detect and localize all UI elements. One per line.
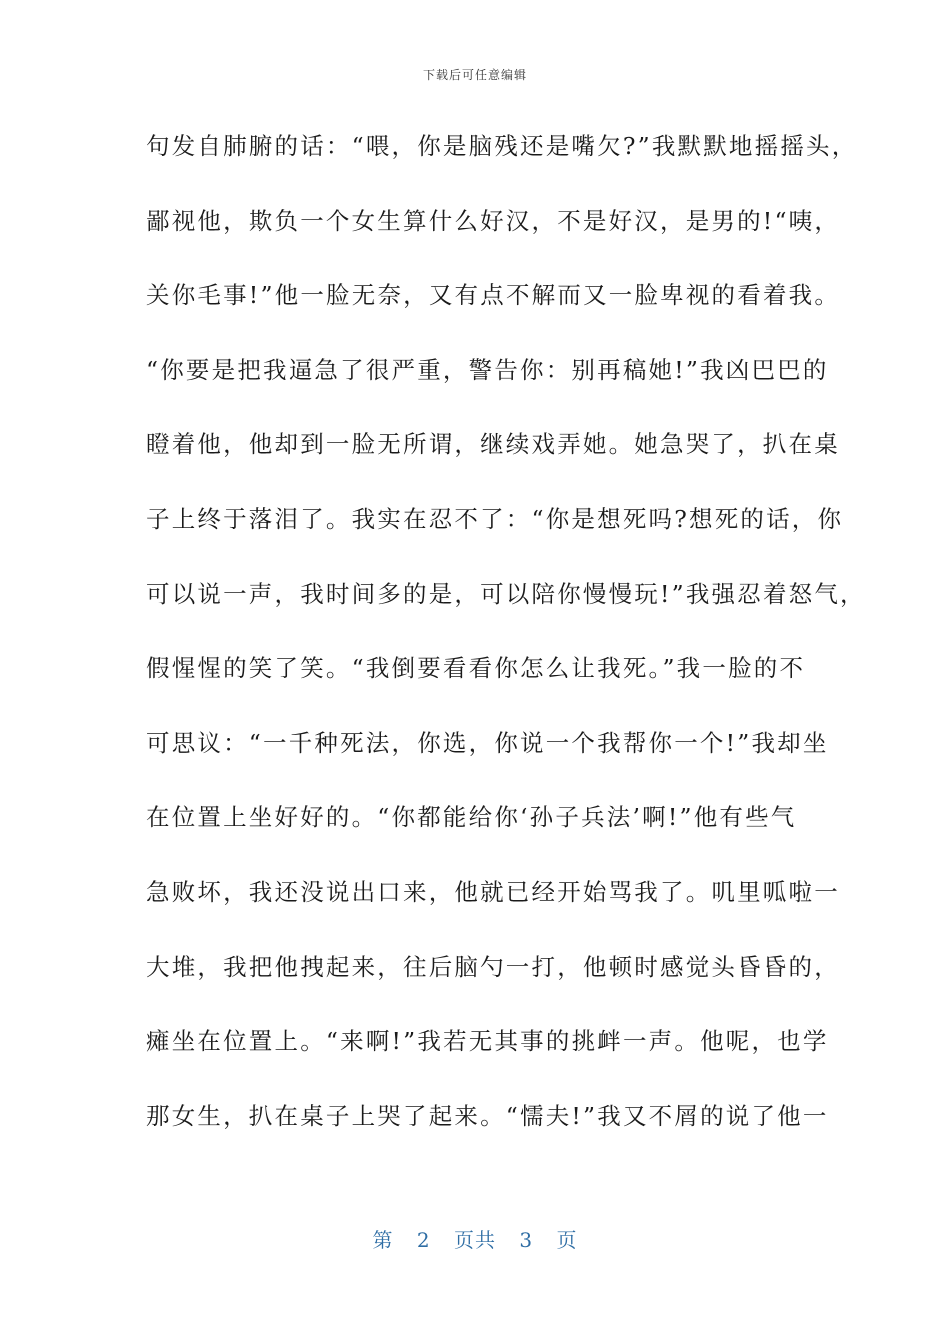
text-line-1: 句发自肺腑的话：“喂，你是脑残还是嘴欠?”我默默地摇摇头，	[146, 132, 858, 160]
text-line-4: “你要是把我逼急了很严重，警告你：别再稿她!”我凶巴巴的	[146, 355, 829, 384]
footer-label-total: 页共	[454, 1228, 496, 1252]
text-line-8: 假惺惺的笑了笑。“我倒要看看你怎么让我死。”我一脸的不	[146, 654, 806, 683]
text-line-7: 可以说一声，我时间多的是，可以陪你慢慢玩!”我强忍着怒气，	[146, 579, 866, 608]
page-header: 下载后可任意编辑	[422, 68, 527, 82]
text-line-13: 瘫坐在位置上。“来啊!”我若无其事的挑衅一声。他呢，也学	[146, 1027, 829, 1056]
footer-current-page: 2	[416, 1228, 431, 1252]
text-line-6: 子上终于落泪了。我实在忍不了：“你是想死吗?想死的话，你	[146, 504, 844, 533]
text-line-3: 关你毛事!”他一脸无奈，又有点不解而又一脸卑视的看着我。	[146, 281, 841, 310]
text-line-14: 那女生，扒在桌子上哭了起来。“懦夫!”我又不屑的说了他一	[146, 1101, 829, 1130]
text-line-12: 大堆，我把他拽起来，往后脑勺一打，他顿时感觉头昏昏的，	[146, 952, 840, 981]
footer-total-pages: 3	[519, 1228, 534, 1252]
text-line-2: 鄙视他，欺负一个女生算什么好汉，不是好汉，是男的!“咦，	[146, 206, 841, 235]
text-line-5: 瞪着他，他却到一脸无所谓，继续戏弄她。她急哭了，扒在桌	[146, 430, 840, 459]
document-body	[146, 126, 866, 1170]
text-line-11: 急败坏，我还没说出口来，他就已经开始骂我了。叽里呱啦一	[146, 877, 840, 906]
footer-label-end: 页	[556, 1228, 578, 1252]
text-line-9: 可思议：“一千种死法，你选，你说一个我帮你一个!”我却坐	[146, 728, 829, 757]
footer-label-page: 第	[372, 1228, 394, 1252]
page-footer	[0, 1224, 950, 1253]
text-line-10: 在位置上坐好好的。“你都能给你‘孙子兵法’啊!”他有些气	[146, 803, 797, 832]
